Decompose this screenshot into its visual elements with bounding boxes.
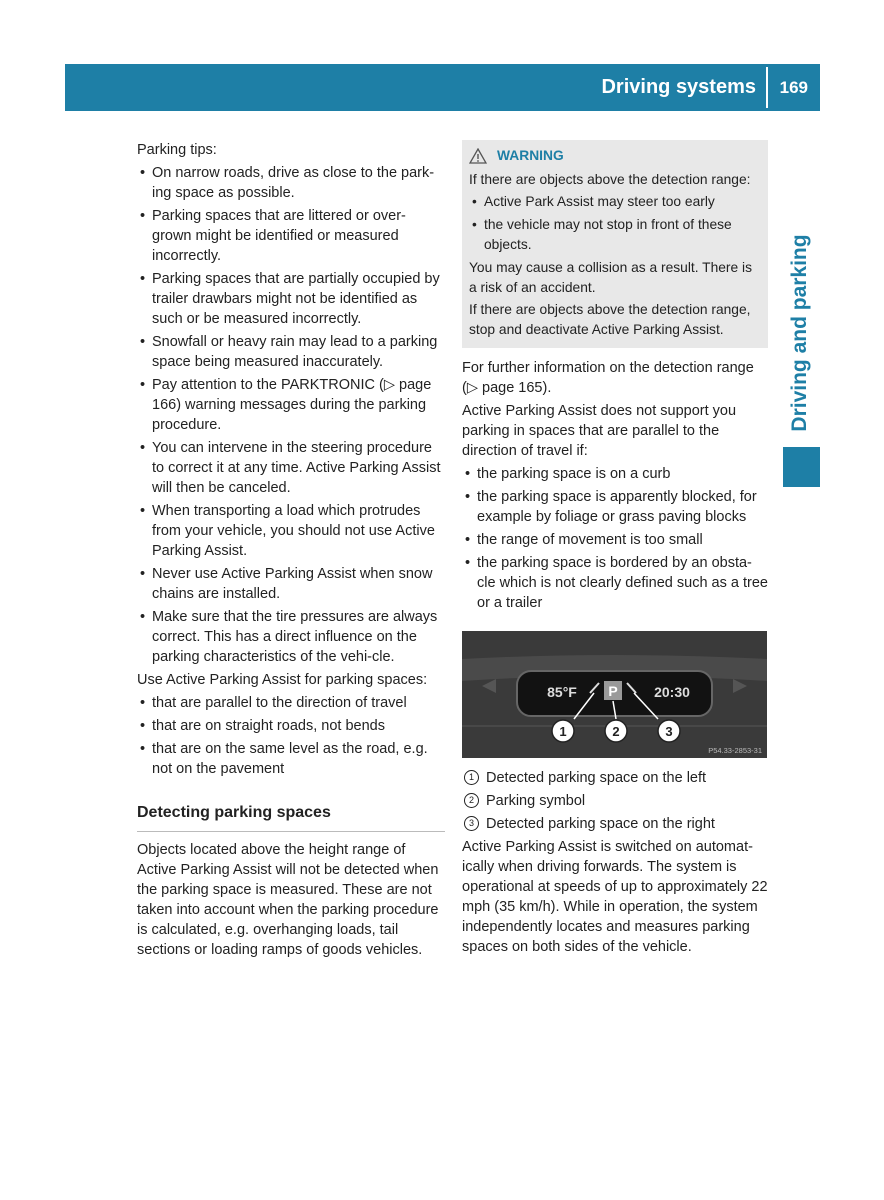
section-heading: Detecting parking spaces: [137, 803, 445, 832]
warning-paragraph: If there are objects above the detection range, stop and deactivate Active Parking Assist.: [469, 302, 751, 337]
right-column: [462, 140, 768, 960]
warning-paragraph: You may cause a collision as a result. There is a risk of an accident.: [469, 260, 752, 295]
list-item: • the range of movement is too small: [462, 530, 768, 550]
page-header: [65, 64, 820, 111]
warning-box: [462, 140, 768, 348]
list-item: • the vehicle may not stop in front of these objects.: [469, 215, 760, 255]
conditions-list: [462, 464, 768, 613]
chapter-tab-label: Driving and parking: [788, 233, 811, 432]
closing-paragraph: Active Parking Assist is switched on automat-ically when driving forwards. The system is operational at speeds of up to approximately 22 mph (35 km/h). While in operation, the system independently locates and measures parking spaces on both sides of the vehicle.: [462, 839, 768, 955]
warning-triangle-icon: [469, 148, 487, 164]
warning-intro: If there are objects above the detection range:: [469, 172, 751, 187]
header-divider: [766, 67, 768, 108]
use-intro: Use Active Parking Assist for parking spaces:: [137, 672, 428, 688]
warning-title: [469, 146, 760, 166]
chapter-tab: [780, 220, 820, 445]
page-number: 169: [779, 78, 808, 97]
left-column: [137, 140, 445, 963]
temperature-readout: 85°F: [547, 684, 577, 700]
list-item: • Make sure that the tire pressures are always correct. This has a direct influence on the parking characteristics of the vehi-cle.: [137, 607, 445, 667]
legend-text: Detected parking space on the left: [486, 770, 707, 786]
callout-2: 2: [612, 724, 620, 739]
warning-label: WARNING: [497, 148, 564, 163]
legend-item: [462, 768, 768, 788]
list-item: • Parking spaces that are littered or over-grown might be identified or measured incorrectly.: [137, 206, 445, 266]
further-info: For further information on the detection range (▷ page 165).: [462, 360, 754, 396]
instrument-cluster-figure: [462, 631, 767, 758]
legend-text: Detected parking space on the right: [486, 816, 715, 832]
list-item: • that are parallel to the direction of travel: [137, 693, 445, 713]
cluster-illustration: [462, 631, 767, 758]
figure-code: P54.33-2853-31: [708, 746, 762, 755]
figure-legend: [462, 768, 768, 834]
list-item: • When transporting a load which protrudes from your vehicle, you should not use Active Parking Assist.: [137, 501, 445, 561]
time-readout: 20:30: [654, 684, 690, 700]
list-item: • the parking space is bordered by an obsta-cle which is not clearly defined such as a tree or a trailer: [462, 553, 768, 613]
use-list: [137, 693, 445, 779]
list-item: • the parking space is on a curb: [462, 464, 768, 484]
legend-number: 1: [464, 770, 479, 785]
list-item: • Snowfall or heavy rain may lead to a parking space being measured inaccurately.: [137, 332, 445, 372]
legend-number: 2: [464, 793, 479, 808]
legend-item: [462, 814, 768, 834]
list-item: • that are on the same level as the road, e.g. not on the pavement: [137, 739, 445, 779]
list-item: • Pay attention to the PARKTRONIC (▷ page 166) warning messages during the parking procedure.: [137, 375, 445, 435]
list-item: • Parking spaces that are partially occupied by trailer drawbars might not be identified as such or be measured incorrectly.: [137, 269, 445, 329]
legend-number: 3: [464, 816, 479, 831]
legend-text: Parking symbol: [486, 793, 586, 809]
not-support-intro: Active Parking Assist does not support you parking in spaces that are parallel to the direction of travel if:: [462, 403, 737, 459]
list-item: • Never use Active Parking Assist when snow chains are installed.: [137, 564, 445, 604]
section-title: Driving systems: [601, 76, 756, 98]
list-item: • the parking space is apparently blocked, for example by foliage or grass paving blocks: [462, 487, 768, 527]
list-item: • On narrow roads, drive as close to the park-ing space as possible.: [137, 163, 445, 203]
list-item: • You can intervene in the steering procedure to correct it at any time. Active Parking Assist will then be canceled.: [137, 438, 445, 498]
list-item: • that are on straight roads, not bends: [137, 716, 445, 736]
callout-1: 1: [559, 724, 567, 739]
parking-tips-intro: Parking tips:: [137, 142, 217, 158]
parking-symbol: P: [608, 683, 618, 699]
list-item: • Active Park Assist may steer too early: [469, 192, 760, 212]
callout-3: 3: [665, 724, 673, 739]
detect-paragraph: Objects located above the height range of Active Parking Assist will not be detected when the parking space is measured. These are not taken into account when the parking procedure is calculated, e.g. overhanging loads, tail sections or loading ramps of goods vehicles.: [137, 842, 439, 958]
chapter-marker: [783, 447, 820, 487]
warning-list: [469, 192, 760, 255]
legend-item: [462, 791, 768, 811]
parking-tips-list: [137, 163, 445, 667]
